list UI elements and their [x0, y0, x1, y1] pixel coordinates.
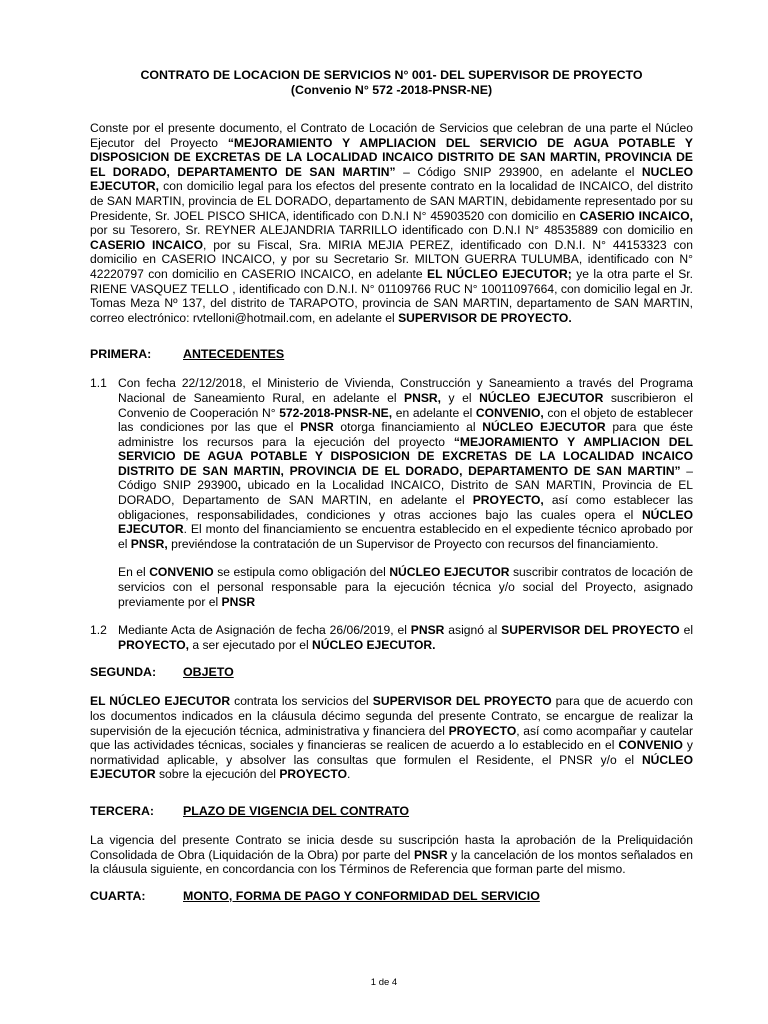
- bold-text-run: PNSR: [413, 847, 448, 862]
- text-run: y normatividad aplicable, y absolver las consultas que formulen el Residente, el PNSR y/o el: [90, 738, 693, 767]
- section-primera-heading: [90, 347, 693, 362]
- text-run: previéndose la contratación de un Supervisor de Proyecto con recursos del financiamiento.: [167, 536, 659, 551]
- bold-text-run: CONVENIO: [149, 565, 214, 580]
- text-run: – Código SNIP 293900, en adelante el: [395, 164, 642, 179]
- text-run: con el objeto de establecer las condiciones por las que el: [118, 405, 693, 435]
- bold-text-run: PNSR,: [404, 390, 442, 405]
- bold-text-run: PNSR: [300, 420, 334, 435]
- text-run: – Código SNIP 293900: [118, 463, 693, 493]
- text-run: , por su Fiscal, Sra. MIRIA MEJIA PEREZ, identificado con D.N.I. N° 44153323 con domicilio en CASERIO INCAICO, y por su Secretario Sr. MILTON GUERRA TULUMBA, identificado con N° 42220797 con domicilio en CASERIO INCAICO, en adelante: [90, 237, 693, 281]
- text-run: ubicado en la Localidad INCAICO, Distrito de SAN MARTIN, Provincia de EL DORADO, Departamento de SAN MARTIN, en adelante el: [118, 478, 693, 508]
- section-tercera-title: PLAZO DE VIGENCIA DEL CONTRATO: [183, 803, 410, 818]
- bold-text-run: PNSR: [410, 623, 445, 638]
- text-run: suscribir contratos de locación de servicios con el personal responsable para la ejecución técnica y/o social del Proyecto, asignado previamente por el: [118, 565, 694, 609]
- bold-text-run: NÚCLEO EJECUTOR.: [312, 637, 436, 652]
- section-primera-number: PRIMERA:: [90, 347, 152, 362]
- bold-text-run: NÚCLEO EJECUTOR: [482, 420, 606, 435]
- bold-text-run: NÚCLEO EJECUTOR: [479, 390, 604, 405]
- clause-1-2: [90, 623, 693, 652]
- bold-text-run: NÚCLEO EJECUTOR: [118, 507, 693, 537]
- bold-text-run: SUPERVISOR DE PROYECTO.: [398, 310, 572, 325]
- clause-1-1-text: [118, 376, 693, 551]
- text-run: para que de acuerdo con los documentos indicados en la cláusula décimo segunda del presente Contrato, se encargue de realizar la supervisión de la ejecución técnica, administrativa y financiera del: [90, 694, 693, 738]
- clause-1-2-number: 1.2: [90, 623, 107, 638]
- section-primera-title: ANTECEDENTES: [183, 347, 285, 362]
- document-subtitle: (Convenio N° 572 -2018-PNSR-NE): [290, 83, 493, 97]
- section-segunda-title: OBJETO: [183, 665, 234, 680]
- text-run: con domicilio legal para los efectos del presente contrato en la localidad de INCAICO, del distrito de SAN MARTIN, provincia de EL DORADO, departamento de SAN MARTIN, debidamente representado por su Presidente, Sr. JOEL PISCO SHICA, identificado con D.N.I N° 45903520 con domicilio en: [90, 179, 693, 223]
- text-run: ye la otra parte el Sr. RIENE VASQUEZ TELLO , identificado con D.N.I. N° 01109766 RUC N° 10011097664, con domicilio legal en Jr. Tomas Meza Nº 137, del distrito de TARAPOTO, provincia de SAN MARTIN, departamento de SAN MARTIN, correo electrónico: rvtelloni@hotmail.com, en adelante el: [90, 266, 693, 325]
- text-run: En el: [118, 565, 150, 580]
- text-run: La vigencia del presente Contrato se inicia desde su suscripción hasta la aprobación de la Preliquidación Consolidada de Obra (Liquidación de la Obra) por parte del: [90, 832, 693, 862]
- bold-text-run: EL NÚCLEO EJECUTOR: [90, 694, 231, 709]
- bold-text-run: NÚCLEO EJECUTOR: [389, 565, 510, 580]
- text-run: se estipula como obligación del: [213, 565, 390, 580]
- section-tercera-heading: [90, 804, 693, 819]
- bold-text-run: SUPERVISOR DEL PROYECTO: [501, 623, 680, 638]
- document-title: CONTRATO DE LOCACION DE SERVICIOS N° 001- DEL SUPERVISOR DE PROYECTO: [140, 68, 643, 82]
- bold-text-run: EL NÚCLEO EJECUTOR;: [427, 266, 572, 281]
- text-run: y el: [441, 390, 480, 405]
- text-run: a ser ejecutado por el: [189, 637, 313, 652]
- text-run: por su Tesorero, Sr. REYNER ALEJANDRIA TARRILLO identificado con D.N.I N° 48535889 con domicilio en: [90, 223, 693, 238]
- bold-text-run: “MEJORAMIENTO Y AMPLIACION DEL SERVICIO DE AGUA POTABLE Y DISPOSICION DE EXCRETAS DE LA LOCALIDAD INCAICO DISTRITO DE SAN MARTIN, PROVINCIA DE EL DORADO, DEPARTAMENTO DE SAN MARTIN”: [118, 434, 693, 478]
- bold-text-run: CONVENIO: [618, 738, 683, 753]
- bold-text-run: NUCLEO EJECUTOR,: [90, 164, 693, 194]
- intro-paragraph: [90, 121, 693, 325]
- bold-text-run: PROYECTO: [279, 767, 347, 782]
- text-run: Mediante Acta de Asignación de fecha 26/06/2019, el: [118, 623, 411, 638]
- bold-text-run: SUPERVISOR DEL PROYECTO: [372, 694, 552, 709]
- text-run: , así como acompañar y cautelar que las actividades técnicas, sociales y financieras se realicen de acuerdo a lo establecido en el: [90, 723, 693, 753]
- text-run: .: [347, 767, 351, 782]
- page-number: 1 de 4: [370, 977, 398, 988]
- bold-text-run: PROYECTO: [448, 723, 517, 738]
- section-cuarta-heading: [90, 889, 693, 904]
- clause-1-2-text: [118, 623, 693, 652]
- section-cuarta-number: CUARTA:: [90, 888, 146, 903]
- bold-text-run: CASERIO INCAICO: [90, 237, 204, 252]
- text-run: así como establecer las obligaciones, responsabilidades, condiciones y otras acciones bajo las cuales opera el: [118, 493, 693, 522]
- clause-1-1-continued: [90, 565, 693, 609]
- clause-1-1: [90, 376, 693, 551]
- section-tercera-number: TERCERA:: [90, 803, 155, 818]
- bold-text-run: CONVENIO,: [475, 405, 544, 420]
- bold-text-run: PROYECTO,: [118, 637, 190, 652]
- text-run: asignó al: [444, 623, 502, 638]
- section-cuarta-title: MONTO, FORMA DE PAGO Y CONFORMIDAD DEL SERVICIO: [183, 888, 540, 903]
- bold-text-run: NÚCLEO EJECUTOR: [90, 752, 693, 782]
- text-run: para que éste administre los recursos para la ejecución del proyecto: [118, 420, 693, 449]
- text-run: Con fecha 22/12/2018, el Ministerio de Vivienda, Construcción y Saneamiento a través del Programa Nacional de Saneamiento Rural, en adelante el: [118, 376, 693, 405]
- text-run: Conste por el presente documento, el Contrato de Locación de Servicios que celebran de una parte el Núcleo Ejecutor del Proyecto: [90, 121, 693, 150]
- bold-text-run: PNSR,: [130, 536, 168, 551]
- text-run: suscribieron el Convenio de Cooperación N°: [118, 390, 693, 420]
- section-segunda-body: [90, 694, 693, 782]
- bold-text-run: “MEJORAMIENTO Y AMPLIACION DEL SERVICIO DE AGUA POTABLE Y DISPOSICION DE EXCRETAS DE LA LOCALIDAD INCAICO DISTRITO DE SAN MARTIN, PROVINCIA DE EL DORADO, DEPARTAMENTO DE SAN MARTIN”: [90, 135, 693, 179]
- section-tercera-body: [90, 833, 693, 877]
- section-segunda-heading: [90, 665, 693, 680]
- bold-text-run: ,: [237, 478, 242, 493]
- text-run: sobre la ejecución del: [155, 767, 280, 782]
- text-run: otorga financiamiento al: [333, 420, 483, 435]
- bold-text-run: PROYECTO,: [472, 493, 544, 508]
- bold-text-run: 572-2018-PNSR-NE,: [279, 405, 393, 420]
- text-run: el: [679, 623, 694, 638]
- clause-1-1-number: 1.1: [90, 376, 107, 391]
- text-run: en adelante el: [392, 405, 476, 420]
- bold-text-run: CASERIO INCAICO,: [579, 208, 694, 223]
- bold-text-run: PNSR: [221, 594, 256, 609]
- text-run: y la cancelación de los montos señalados en la cláusula siguiente, en concordancia con los Términos de Referencia que forman parte del mismo.: [90, 847, 694, 877]
- text-run: . El monto del financiamiento se encuentra establecido en el expediente técnico aprobado por el: [118, 522, 693, 551]
- section-segunda-number: SEGUNDA:: [90, 665, 157, 680]
- text-run: contrata los servicios del: [230, 694, 373, 709]
